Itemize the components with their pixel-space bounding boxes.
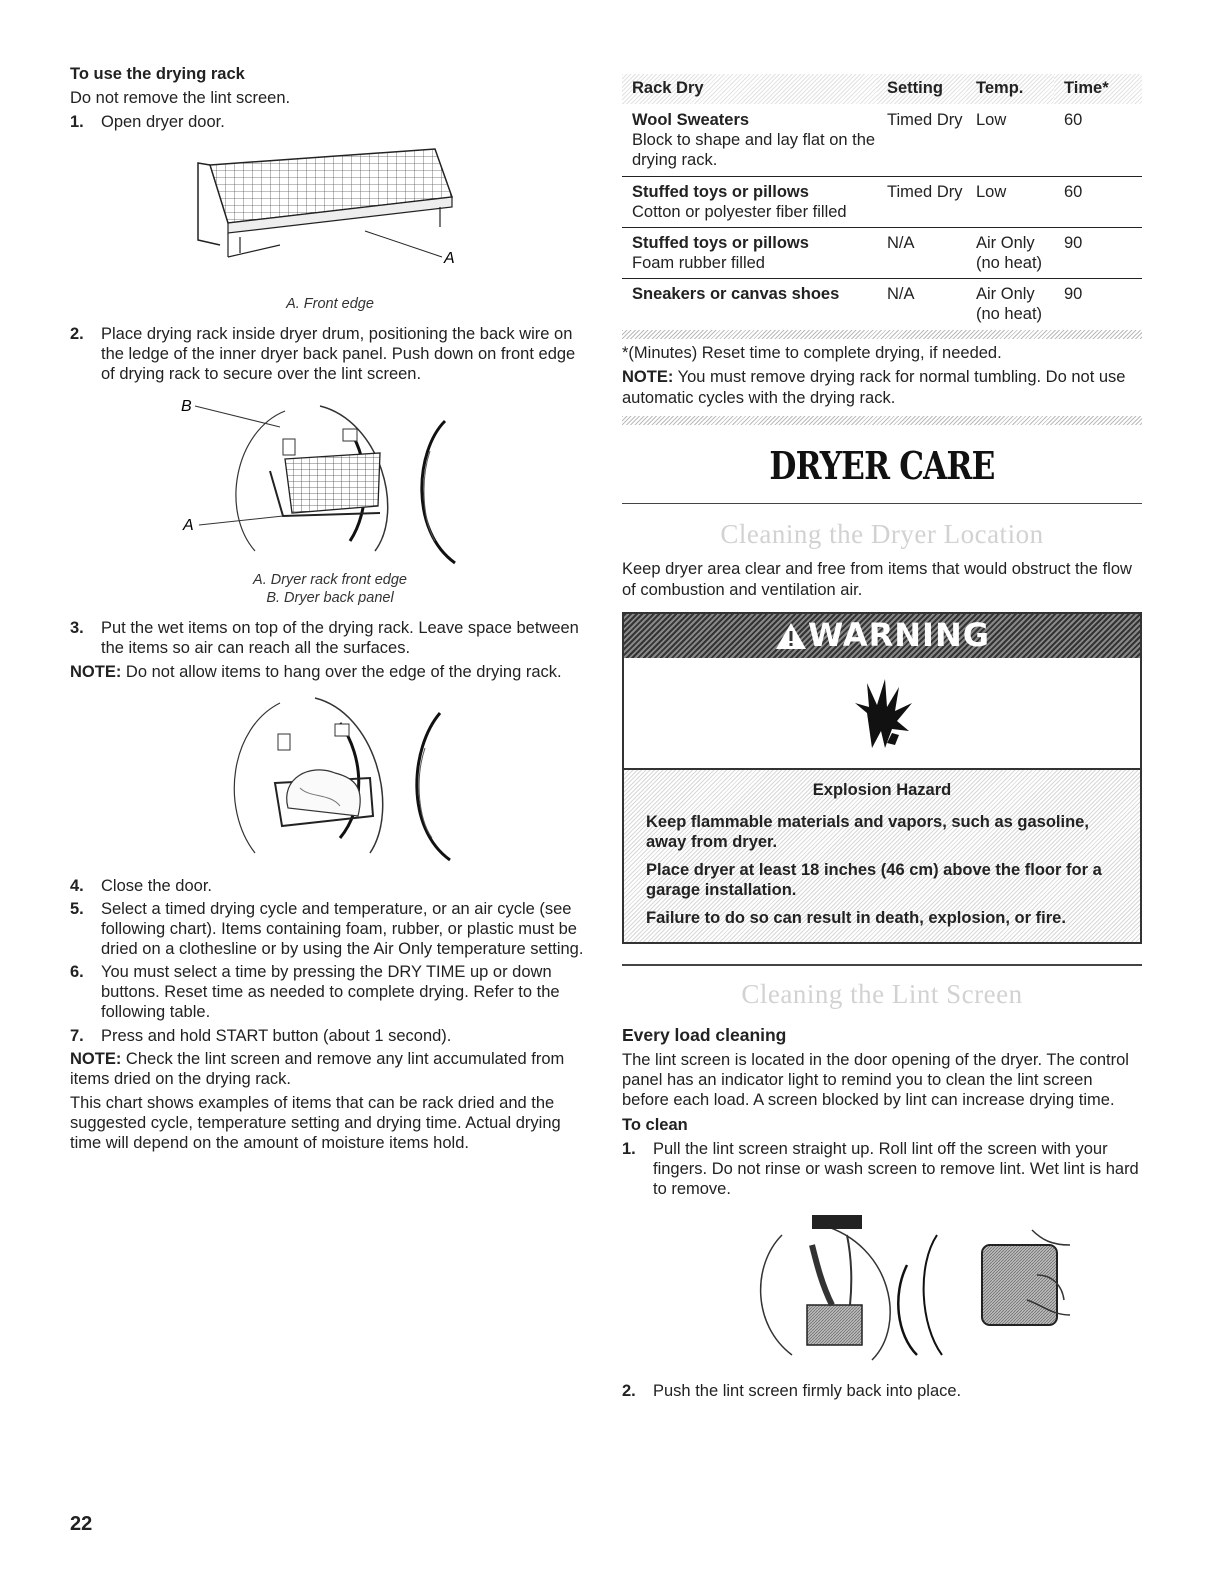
- step-text: Place drying rack inside dryer drum, positioning the back wire on the ledge of the inner dryer back panel. Push down on front edge of drying rack to secure over the lint screen.: [101, 325, 576, 384]
- warning-banner: [624, 614, 1140, 658]
- step-text: You must select a time by pressing the DRY TIME up or down buttons. Reset time as needed to complete drying. Refer to the following table.: [101, 963, 560, 1022]
- divider: [622, 964, 1142, 966]
- step-text: Press and hold START button (about 1 second).: [101, 1026, 452, 1045]
- table-row: Sneakers or canvas shoes N/A Air Only (no heat) 90: [622, 279, 1142, 325]
- step-number: 2.: [622, 1382, 636, 1401]
- right-column: [622, 74, 1142, 1404]
- note-remove-rack: NOTE: You must remove drying rack for normal tumbling. Do not use automatic cycles with the drying rack.: [622, 368, 1126, 407]
- step-number: 2.: [70, 325, 84, 344]
- step-text: Open dryer door.: [101, 113, 225, 132]
- fig2-caption-a: A. Dryer rack front edge: [253, 571, 407, 588]
- hazard-title: Explosion Hazard: [812, 780, 952, 799]
- dryer-location-text: Keep dryer area clear and free from items that would obstruct the flow of combustion and ventilation air.: [622, 560, 1132, 599]
- warning-icon-area: [624, 658, 1140, 770]
- rack-dry-table: [622, 74, 1142, 324]
- step-number: 1.: [622, 1139, 636, 1158]
- drying-rack-illustration: [180, 135, 480, 295]
- warning-line-3: Failure to do so can result in death, explosion, or fire.: [646, 909, 1066, 928]
- warning-line-1: Keep flammable materials and vapors, such as gasoline, away from dryer.: [646, 812, 1089, 851]
- step-1: [70, 112, 590, 132]
- step-number: 3.: [70, 619, 84, 638]
- clean-step-2: [622, 1381, 1142, 1401]
- header-time: Time*: [1054, 74, 1142, 104]
- step-text: Put the wet items on top of the drying rack. Leave space between the items so air can reach all the surfaces.: [101, 619, 579, 658]
- table-row-desc: Block to shape and lay flat on the drying rack.: [632, 131, 876, 170]
- section-band: [622, 416, 1142, 425]
- step-text: Close the door.: [101, 876, 212, 895]
- subheading-dryer-location: Cleaning the Dryer Location: [720, 519, 1044, 550]
- table-header-row: [622, 74, 1142, 104]
- fig1-label-a: A: [444, 250, 455, 268]
- step-number: 7.: [70, 1026, 84, 1045]
- drying-rack-heading: To use the drying rack: [70, 65, 245, 83]
- warning-box: [622, 612, 1142, 945]
- to-clean-heading: To clean: [622, 1115, 688, 1134]
- lint-screen-illustration: [692, 1205, 1072, 1375]
- step-5: [70, 899, 590, 959]
- warning-triangle-icon: [774, 621, 808, 651]
- fig2-label-a: A: [183, 516, 194, 534]
- fig2-label-b: B: [181, 397, 192, 415]
- rack-in-drum-illustration: [165, 391, 495, 571]
- note-lint-check: NOTE: Check the lint screen and remove any lint accumulated from items dried on the drying rack.: [70, 1049, 565, 1088]
- header-setting: Setting: [877, 74, 966, 104]
- table-bottom-band: [622, 330, 1142, 339]
- step-text: Select a timed drying cycle and temperature, or an air cycle (see following chart). Items containing foam, rubber, or plastic must be dried on a clothesline or by using the Air Only temperature setting.: [101, 899, 584, 959]
- step-text: Push the lint screen firmly back into place.: [653, 1382, 962, 1401]
- left-column: [70, 64, 590, 1157]
- step-number: 5.: [70, 899, 84, 918]
- step-7: [70, 1026, 590, 1046]
- section-title: DRYER CARE: [769, 442, 995, 488]
- step-number: 4.: [70, 876, 84, 895]
- table-row-desc: Cotton or polyester fiber filled: [632, 202, 847, 221]
- table-row-desc: Foam rubber filled: [632, 253, 765, 272]
- warning-title: WARNING: [808, 616, 990, 655]
- fig2-caption-b: B. Dryer back panel: [266, 590, 394, 607]
- step-6: [70, 962, 590, 1022]
- note-hang-over: NOTE: Do not allow items to hang over the edge of the drying rack.: [70, 662, 562, 681]
- step-3: [70, 618, 590, 658]
- page-number: 22: [70, 1513, 93, 1535]
- explosion-icon: [837, 673, 927, 753]
- table-row: Stuffed toys or pillows N/A Air Only (no heat) 90: [622, 227, 1142, 253]
- step-number: 1.: [70, 113, 84, 132]
- items-on-rack-illustration: [170, 688, 490, 868]
- warning-body: [624, 770, 1140, 943]
- table-footnote: *(Minutes) Reset time to complete drying, if needed.: [622, 344, 1002, 363]
- step-2: [70, 324, 590, 384]
- clean-step-1: [622, 1139, 1142, 1199]
- intro-text: Do not remove the lint screen.: [70, 89, 291, 108]
- every-load-text: The lint screen is located in the door opening of the dryer. The control panel has an indicator light to remind you to clean the lint screen before each load. A screen blocked by lint can increase drying time.: [622, 1051, 1129, 1110]
- step-text: Pull the lint screen straight up. Roll lint off the screen with your fingers. Do not rinse or wash screen to remove lint. Wet lint is hard to remove.: [653, 1139, 1139, 1198]
- table-row: Wool Sweaters Timed Dry Low 60: [632, 111, 1083, 130]
- header-temp: Temp.: [966, 74, 1054, 104]
- step-4: [70, 876, 590, 896]
- every-load-heading: Every load cleaning: [622, 1024, 787, 1045]
- header-rack-dry: Rack Dry: [622, 74, 877, 104]
- divider: [622, 503, 1142, 505]
- fig1-caption: A. Front edge: [286, 296, 374, 313]
- warning-line-2: Place dryer at least 18 inches (46 cm) above the floor for a garage installation.: [646, 861, 1102, 900]
- subheading-lint-screen: Cleaning the Lint Screen: [741, 978, 1023, 1009]
- chart-intro: This chart shows examples of items that can be rack dried and the suggested cycle, temperature setting and drying time. Actual drying time will depend on the amount of moisture items hold.: [70, 1093, 561, 1153]
- table-row: Stuffed toys or pillows Timed Dry Low 60: [622, 176, 1142, 202]
- step-number: 6.: [70, 963, 84, 982]
